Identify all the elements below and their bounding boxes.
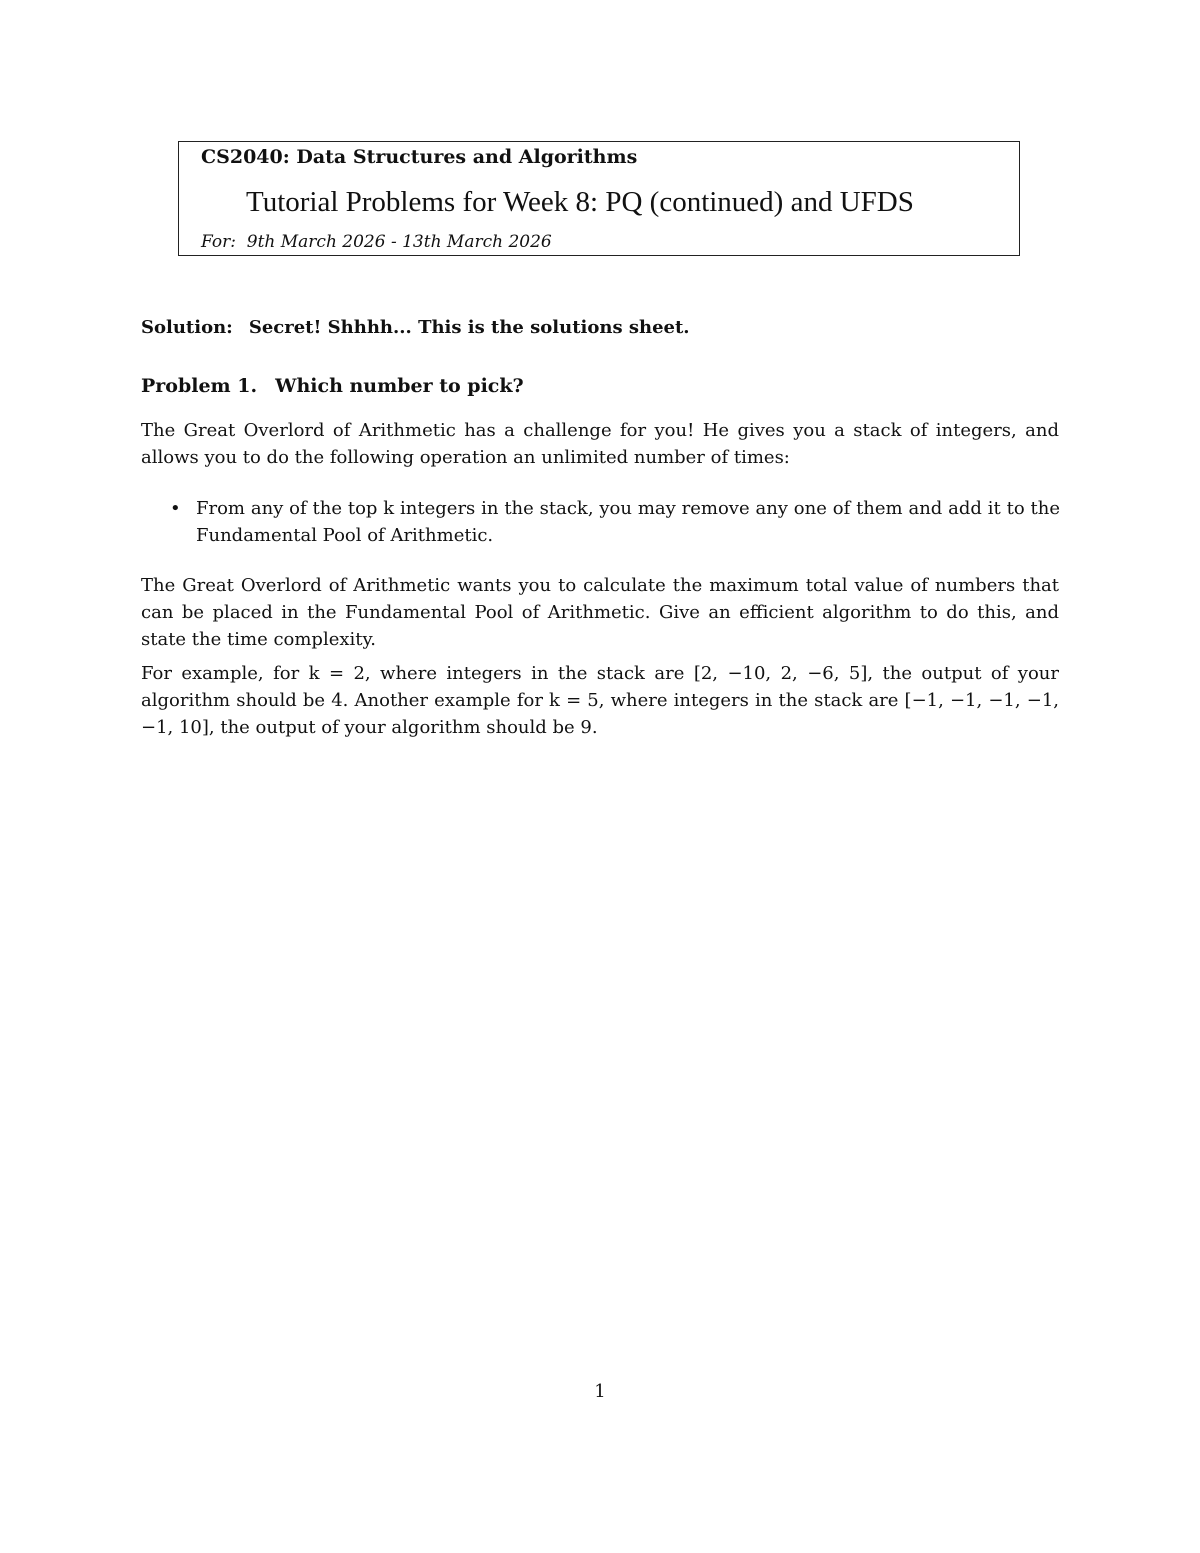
problem-example: For example, for k = 2, where integers in the stack are [2, −10, 2, −6, 5], the output of your algorithm should be 4. Another example for k = 5, where integers in the stack are [−1, −1, −1, −1, −1, 10], the output of your algorithm should be 9.: [141, 663, 1059, 738]
problem-heading: [141, 375, 524, 397]
problem-label: Problem 1.: [141, 375, 258, 397]
solution-text: Secret! Shhhh... This is the solutions sheet.: [248, 317, 690, 338]
page-number: 1: [594, 1381, 606, 1402]
course-title: CS2040: Data Structures and Algorithms: [201, 146, 638, 168]
bullet-text: From any of the top k integers in the stack, you may remove any one of them and add it to the Fundamental Pool of Arithmetic.: [196, 498, 1060, 546]
problem-title: Which number to pick?: [275, 375, 524, 397]
solution-line: [141, 317, 690, 338]
bullet-dot-icon: •: [170, 498, 181, 519]
tutorial-title: Tutorial Problems for Week 8: PQ (continued) and UFDS: [246, 186, 914, 218]
header-box: [178, 141, 1020, 256]
problem-task: The Great Overlord of Arithmetic wants you to calculate the maximum total value of numbers that can be placed in the Fundamental Pool of Arithmetic. Give an efficient algorithm to do this, and state the time complexity.: [141, 575, 1059, 650]
date-range: For: 9th March 2026 - 13th March 2026: [201, 232, 552, 252]
problem-intro: The Great Overlord of Arithmetic has a challenge for you! He gives you a stack of integers, and allows you to do the following operation an unlimited number of times:: [141, 420, 1059, 468]
solution-label: Solution:: [141, 317, 233, 338]
